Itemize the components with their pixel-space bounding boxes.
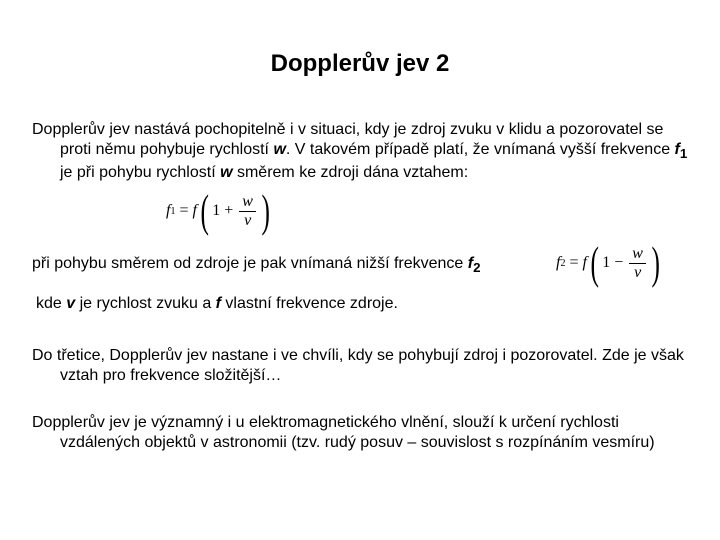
paragraph-both-moving: Do třetice, Dopplerův jev nastane i ve chvíli, kdy se pohybují zdroj i pozorovatel. Zde je však vztah pro frekvence složitější… <box>32 347 684 384</box>
fraction-w-over-v: $\frac{w}{v}$ <box>629 245 646 282</box>
fraction-w-over-v: $\frac{w}{v}$ <box>239 193 256 230</box>
symbol-f1: f <box>674 140 680 158</box>
symbol-f2: f <box>467 255 474 272</box>
paragraph-definitions: kde v je rychlost zvuku a f vlastní frekvence zdroje. <box>36 295 398 312</box>
symbol-v: v <box>66 295 76 312</box>
symbol-w: w <box>273 140 286 158</box>
symbol-w: w <box>220 164 233 182</box>
formula-f2: f 2 = f ( 1 − $\frac{w}{v}$ ) <box>556 237 660 288</box>
slide-title: Dopplerův jev 2 <box>270 50 450 77</box>
symbol-f: f <box>215 295 221 312</box>
paragraph-electromagnetic: Dopplerův jev je významný i u elektromagnetického vlnění, slouží k určení rychlosti vzdálených objektů v astronomii (tzv. rudý posuv – souvislost s rozpínáním vesmíru) <box>32 414 655 451</box>
paragraph-observer-moving-text: Dopplerův jev nastává pochopitelně i v situaci, kdy je zdroj zvuku v klidu a pozorovatel se proti němu pohybuje rychlostí w. V takovém případě platí, že vnímaná vyšší frekvence $f_1$ je při pohybu rychlostí w směrem ke zdroji dána vztahem: <box>32 121 688 182</box>
paragraph-observer-receding: při pohybu směrem od zdroje je pak vnímaná nižší frekvence $f_2$ <box>32 255 481 276</box>
formula-f1: f 1 = f ( 1 + $\frac{w}{v}$ ) <box>166 185 270 236</box>
paragraph-observer-moving <box>32 120 692 183</box>
